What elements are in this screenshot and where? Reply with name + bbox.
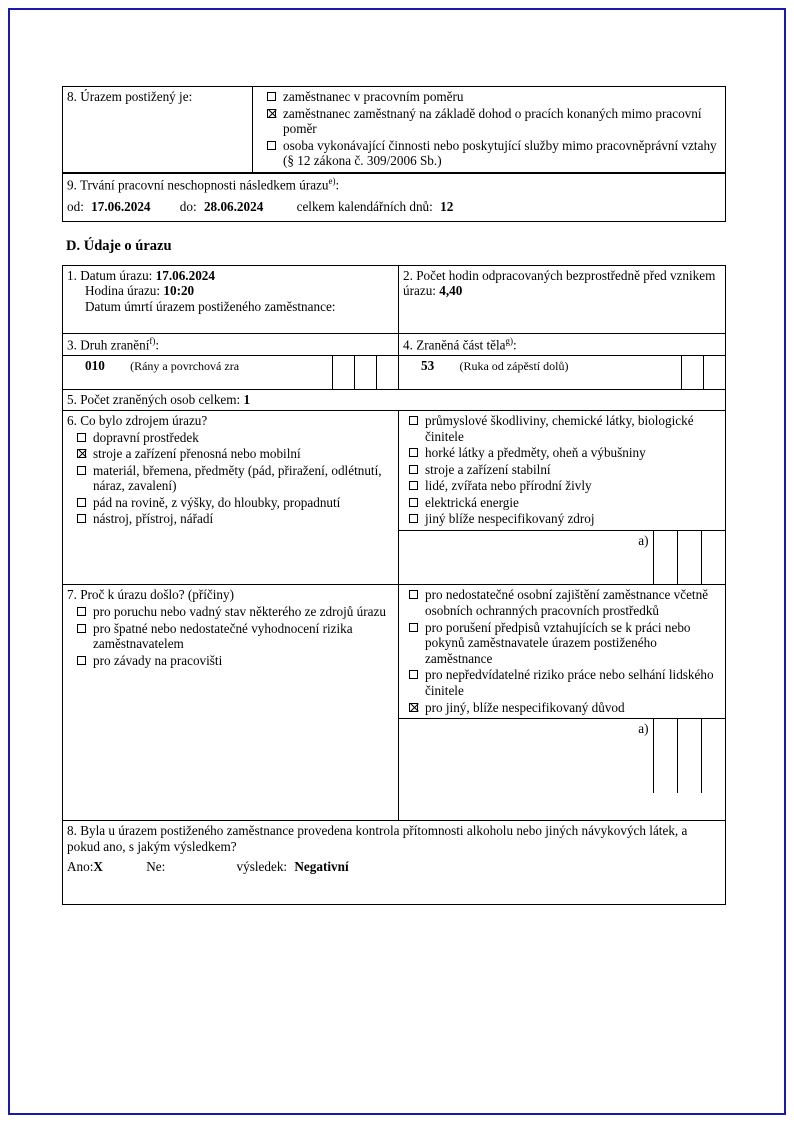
d2-label: Počet hodin odpracovaných bezprostředně před vznikem úrazu: (403, 267, 716, 299)
d8-result-value[interactable]: Negativní (294, 858, 349, 874)
d6-heading (67, 413, 394, 429)
checkbox-icon[interactable] (77, 607, 86, 616)
d4-code-description: (Ruka od zápěstí dolů) (459, 358, 569, 373)
checkbox-icon[interactable] (409, 590, 418, 599)
d3-code-digit-2[interactable] (354, 355, 376, 389)
d1-date-row (67, 268, 394, 284)
d4-code-digit-1[interactable] (681, 355, 703, 389)
checkbox-checked-icon[interactable] (267, 109, 276, 118)
list-item[interactable] (67, 604, 394, 620)
option-label: pro nedostatečné osobní zajištění zaměstnance včetně osobních ochranných pracovních prostředků (425, 587, 709, 619)
question-8-options-cell (253, 87, 726, 173)
d1-date-value[interactable]: 17.06.2024 (155, 267, 215, 283)
option-label: jiný blíže nespecifikovaný zdroj (425, 511, 595, 527)
question-8-number: 8. (67, 89, 77, 104)
form-sheet (62, 86, 726, 905)
d3-code-description: (Rány a povrchová zra (130, 358, 240, 373)
d7-code-digit-2[interactable] (677, 719, 701, 793)
d5-value[interactable]: 1 (243, 392, 251, 408)
d1-date-of-injury-cell (63, 265, 399, 333)
option-label: zaměstnanec zaměstnaný na základě dohod o pracích konaných mimo pracovní poměr (283, 105, 702, 137)
d4-code-text-cell (399, 355, 681, 389)
question-9-colon: : (335, 177, 340, 193)
d4-footnote: g) (505, 335, 514, 346)
option-label: elektrická energie (425, 494, 519, 510)
option-label: horké látky a předměty, oheň a výbušniny (425, 445, 646, 461)
list-item[interactable] (67, 621, 394, 652)
checkbox-icon[interactable] (77, 498, 86, 507)
d8-result-label: výsledek: (236, 858, 288, 874)
d1-death-row (67, 299, 394, 315)
option-label: zaměstnanec v pracovním poměru (283, 89, 464, 104)
d8-number: 8. (67, 823, 77, 839)
d6-footnote-cell: a) (399, 530, 653, 584)
d1-hour-row (67, 283, 394, 299)
option-label: pro porušení předpisů vztahujících se k práci nebo pokynů zaměstnavatele úrazem postiženého zaměstnance (425, 619, 691, 666)
d3-injury-type-cell (63, 333, 399, 389)
d5-injured-count-cell (63, 390, 726, 411)
section-d-heading: Údaje o úrazu (83, 237, 172, 254)
option-label: pro nepředvídatelné riziko práce nebo selhání lidského činitele (425, 667, 714, 698)
d4-body-part-cell (399, 333, 726, 389)
list-item[interactable] (257, 106, 721, 137)
checkbox-icon[interactable] (267, 92, 276, 101)
d5-number: 5. (67, 392, 77, 408)
d4-code-value[interactable]: 53 (421, 357, 435, 373)
d6-left-option-list (67, 430, 394, 527)
checkbox-icon[interactable] (409, 623, 418, 632)
option-label: pro poruchu nebo vadný stav některého ze zdrojů úrazu (93, 604, 386, 620)
d1-label: Datum úrazu: (80, 267, 153, 283)
list-item[interactable] (67, 511, 394, 527)
list-item[interactable] (67, 430, 394, 446)
d3-label: Druh zranění (80, 337, 150, 353)
d8-answer-row (67, 859, 721, 875)
d1-hour-value[interactable]: 10:20 (163, 283, 195, 299)
checkbox-icon[interactable] (267, 141, 276, 150)
option-label: lidé, zvířata nebo přírodní živly (425, 478, 592, 494)
checkbox-icon[interactable] (77, 624, 86, 633)
option-label: osoba vykonávající činnosti nebo poskytující služby mimo pracovněprávní vztahy (§ 12 zákona č. 309/2006 Sb.) (283, 137, 717, 169)
list-item[interactable] (399, 478, 721, 494)
d7-cause-right-cell (399, 585, 726, 821)
list-item[interactable] (67, 653, 394, 669)
d8-yes-value[interactable]: X (93, 858, 103, 874)
option-label: stroje a zařízení stabilní (425, 461, 551, 477)
question-9-label: Trvání pracovní neschopnosti následkem úrazu (79, 177, 329, 193)
list-item[interactable] (399, 413, 721, 444)
checkbox-icon[interactable] (409, 416, 418, 425)
checkbox-icon[interactable] (409, 514, 418, 523)
question-9-footnote: e) (328, 175, 336, 186)
list-item[interactable] (67, 463, 394, 494)
to-label: do: (179, 198, 197, 214)
option-label: pro jiný, blíže nespecifikovaný důvod (425, 699, 625, 715)
d8-yes-label: Ano: (67, 858, 94, 874)
list-item[interactable] (399, 667, 721, 698)
checkbox-icon[interactable] (77, 656, 86, 665)
d2-hours-before-cell (399, 265, 726, 333)
d1-number: 1. (67, 267, 77, 283)
d6-number: 6. (67, 412, 77, 428)
d3-heading (63, 334, 398, 355)
option-label: pád na rovině, z výšky, do hloubky, propadnutí (93, 494, 341, 510)
d4-heading (399, 334, 725, 355)
list-item[interactable] (399, 511, 721, 527)
question-8-label-cell (63, 87, 253, 173)
d8-question-row (67, 823, 721, 854)
d2-number: 2. (403, 267, 413, 283)
d8-no-label: Ne: (146, 858, 166, 874)
question-9-incapacity-block (62, 173, 726, 222)
section-d-table (62, 265, 726, 906)
d6-source-right-cell (399, 410, 726, 585)
d7-footnote-cell: a) (399, 719, 653, 793)
checkbox-icon[interactable] (409, 465, 418, 474)
d7-code-digit-3[interactable] (701, 719, 725, 793)
section-d-letter: D. (66, 237, 81, 254)
question-8-option-list (257, 89, 721, 169)
d3-code-strip (63, 355, 398, 390)
list-item[interactable] (399, 620, 721, 667)
option-label: materiál, břemena, předměty (pád, přiražení, odlétnutí, náraz, zavalení) (93, 462, 382, 494)
checkbox-icon[interactable] (77, 514, 86, 523)
checkbox-icon[interactable] (409, 498, 418, 507)
d6-code-digit-3[interactable] (701, 530, 725, 584)
d6-label: Co bylo zdrojem úrazu? (80, 412, 208, 428)
list-item[interactable] (257, 89, 721, 105)
d7-number: 7. (67, 587, 77, 603)
d4-number: 4. (403, 337, 413, 353)
checkbox-icon[interactable] (77, 466, 86, 475)
d3-footnote: f) (149, 335, 156, 346)
d7-heading (67, 587, 394, 603)
d7-code-digit-1[interactable] (653, 719, 677, 793)
d5-label: Počet zraněných osob celkem: (80, 392, 241, 408)
option-label: nástroj, přístroj, nářadí (93, 511, 214, 527)
list-item[interactable] (67, 446, 394, 462)
d1-death-label: Datum úmrtí úrazem postiženého zaměstnance: (85, 299, 336, 315)
d3-code-value[interactable]: 010 (85, 357, 105, 373)
total-days-value[interactable]: 12 (440, 198, 454, 214)
d3-colon: : (155, 337, 160, 353)
question-8-label: Úrazem postižený je: (80, 89, 193, 104)
d7-code-strip (399, 718, 725, 793)
list-item[interactable] (399, 495, 721, 511)
option-label: průmyslové škodliviny, chemické látky, biologické činitele (425, 412, 694, 444)
question-9-number: 9. (67, 177, 77, 193)
checkbox-icon[interactable] (409, 481, 418, 490)
d7-label: Proč k úrazu došlo? (příčiny) (80, 587, 234, 603)
list-item[interactable] (67, 495, 394, 511)
section-d-title (66, 238, 726, 255)
d6-code-digit-2[interactable] (677, 530, 701, 584)
d3-code-digit-1[interactable] (332, 355, 354, 389)
list-item[interactable] (257, 138, 721, 169)
option-label: pro špatné nebo nedostatečné vyhodnocení rizika zaměstnavatelem (93, 620, 353, 652)
d8-question: Byla u úrazem postiženého zaměstnance provedena kontrola přítomnosti alkoholu nebo jiných návykových látek, a pokud ano, s jakým výsledkem? (67, 823, 688, 855)
d6-right-option-list (399, 411, 725, 530)
d3-code-digit-3[interactable] (376, 355, 398, 389)
question-9-cell (63, 173, 726, 221)
checkbox-checked-icon[interactable] (77, 449, 86, 458)
option-label: stroje a zařízení přenosná nebo mobilní (93, 446, 301, 462)
list-item[interactable] (399, 445, 721, 461)
option-label: dopravní prostředek (93, 429, 199, 445)
question-9-heading (67, 176, 721, 193)
from-label: od: (67, 198, 84, 214)
d3-code-text-cell (63, 355, 332, 389)
checkbox-icon[interactable] (77, 433, 86, 442)
d4-colon: : (513, 337, 517, 353)
checkbox-icon[interactable] (409, 670, 418, 679)
question-9-values-row (67, 199, 721, 215)
d4-code-digit-2[interactable] (703, 355, 725, 389)
from-value[interactable]: 17.06.2024 (91, 198, 151, 214)
d6-code-digit-1[interactable] (653, 530, 677, 584)
list-item[interactable] (399, 462, 721, 478)
d4-code-strip (399, 355, 725, 390)
to-value[interactable]: 28.06.2024 (203, 198, 264, 214)
d2-value[interactable]: 4,40 (439, 283, 463, 299)
list-item[interactable] (399, 700, 721, 716)
d6-code-strip (399, 530, 725, 585)
d7-cause-left-cell (63, 585, 399, 821)
d4-label: Zraněná část těla (416, 337, 506, 353)
question-8-injured-person-block (62, 86, 726, 173)
d3-number: 3. (67, 337, 77, 353)
d6-source-left-cell (63, 410, 399, 585)
d7-right-option-list (399, 585, 725, 718)
list-item[interactable] (399, 587, 721, 618)
checkbox-checked-icon[interactable] (409, 703, 418, 712)
d8-alcohol-test-cell (63, 821, 726, 905)
total-days-label: celkem kalendářních dnů: (296, 198, 433, 214)
option-label: pro závady na pracovišti (93, 652, 223, 668)
d1-hour-label: Hodina úrazu: (85, 283, 161, 299)
d7-left-option-list (67, 604, 394, 668)
checkbox-icon[interactable] (409, 448, 418, 457)
